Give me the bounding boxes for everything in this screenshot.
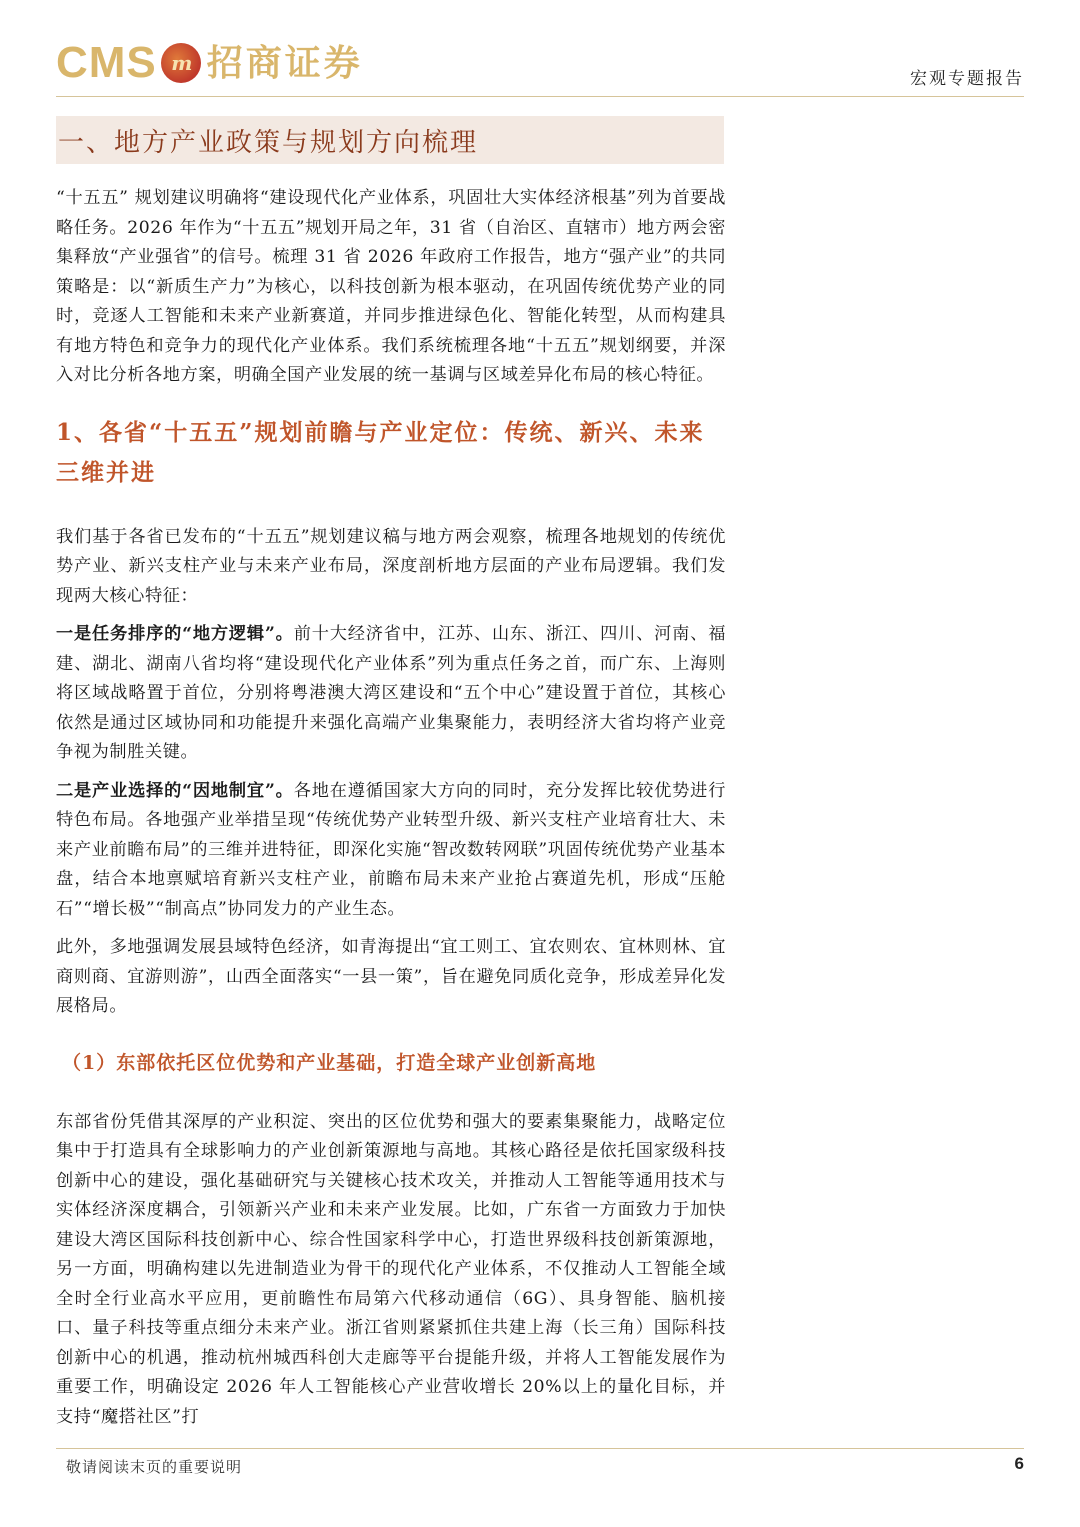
page-header bbox=[0, 0, 1080, 100]
feature-one-body: 前十大经济省中，江苏、山东、浙江、四川、河南、福建、湖北、湖南八省均将“建设现代化产业体系”列为重点任务之首，而广东、上海则将区域战略置于首位，分别将粤港澳大湾区建设和“五个中心”建设置于首位，其核心依然是通过区域协同和功能提升来强化高端产业集聚能力，表明经济大省均将产业竞争视为制胜关键。 bbox=[56, 624, 726, 762]
footer-disclaimer: 敬请阅读末页的重要说明 bbox=[66, 1458, 243, 1476]
feature-one-lead: 一是任务排序的“地方逻辑”。 bbox=[56, 624, 294, 644]
footer-divider bbox=[56, 1448, 1024, 1449]
feature-two-lead: 二是产业选择的“因地制宜”。 bbox=[56, 780, 294, 801]
paragraph-overview: 我们基于各省已发布的“十五五”规划建议稿与地方两会观察，梳理各地规划的传统优势产业、新兴支柱产业与未来产业布局，深度剖析地方层面的产业布局逻辑。我们发现两大核心特征： bbox=[56, 526, 726, 606]
logo-cms-text: CMS bbox=[56, 38, 157, 87]
paragraph-east-region: 东部省份凭借其深厚的产业积淀、突出的区位优势和强大的要素集聚能力，战略定位集中于打造具有全球影响力的产业创新策源地与高地。其核心路径是依托国家级科技创新中心的建设，强化基础研究与关键核心技术攻关，并推动人工智能等通用技术与实体经济深度耦合，引领新兴产业和未来产业发展。比如，广东省一方面致力于加快建设大湾区国际科技创新中心、综合性国家科学中心，打造世界级科技创新策源地，另一方面，明确构建以先进制造业为骨干的现代化产业体系，不仅推动人工智能全域全时全行业高水平应用，更前瞻性布局第六代移动通信（6G）、具身智能、脑机接口、量子科技等重点细分未来产业。浙江省则紧紧抓住共建上海（长三角）国际科技创新中心的机遇，推动杭州城西科创大走廊等平台提能升级，并将人工智能发展作为重要工作，明确设定 2026 年人工智能核心产业营收增长 20%以上的量化目标，并支持“魔搭社区”打 bbox=[56, 1111, 726, 1427]
report-type-label: 宏观专题报告 bbox=[910, 69, 1024, 89]
paragraph-county-economy: 此外，多地强调发展县域特色经济，如青海提出“宜工则工、宜农则农、宜林则林、宜商则商、宜游则游”，山西全面落实“一县一策”，旨在避免同质化竞争，形成差异化发展格局。 bbox=[56, 937, 726, 1016]
paragraph-feature-one bbox=[56, 620, 726, 768]
intro-paragraph: “十五五” 规划建议明确将“建设现代化产业体系，巩固壮大实体经济根基”列为首要战略任务。2026 年作为“十五五”规划开局之年，31 省（自治区、直辖市）地方两会密集释放“产业强省”的信号。梳理 31 省 2026 年政府工作报告，地方“强产业”的共同策略是：以“新质生产力”为核心，以科技创新为根本驱动，在巩固传统优势产业的同时，竞逐人工智能和未来产业新赛道，并同步推进绿色化、智能化转型，从而构建具有地方特色和竞争力的现代化产业体系。我们系统梳理各地“十五五”规划纲要，并深入对比分析各地方案，明确全国产业发展的统一基调与区域差异化布局的核心特征。 bbox=[56, 188, 726, 385]
cms-logo bbox=[56, 38, 363, 88]
page-number: 6 bbox=[1014, 1454, 1024, 1473]
main-content bbox=[56, 116, 726, 1432]
logo-company-name: 招商证券 bbox=[206, 42, 363, 84]
paragraph-feature-two bbox=[56, 777, 726, 925]
feature-two-body: 各地在遵循国家大方向的同时，充分发挥比较优势进行特色布局。各地强产业举措呈现“传统优势产业转型升级、新兴支柱产业培育壮大、未来产业前瞻布局”的三维并进特征，即深化实施“智改数转网联”巩固传统优势产业基本盘，结合本地禀赋培育新兴支柱产业，前瞻布局未来产业抢占赛道先机，形成“压舱石”“增长极”“制高点”协同发力的产业生态。 bbox=[56, 780, 726, 919]
logo-emblem-icon: m bbox=[161, 43, 201, 83]
sub-subsection-title: （1）东部依托区位优势和产业基础，打造全球产业创新高地 bbox=[62, 1051, 597, 1074]
header-divider bbox=[56, 96, 1024, 97]
section-title: 一、地方产业政策与规划方向梳理 bbox=[56, 116, 724, 164]
subsection-title: 1、各省“十五五”规划前瞻与产业定位：传统、新兴、未来三维并进 bbox=[56, 418, 705, 486]
